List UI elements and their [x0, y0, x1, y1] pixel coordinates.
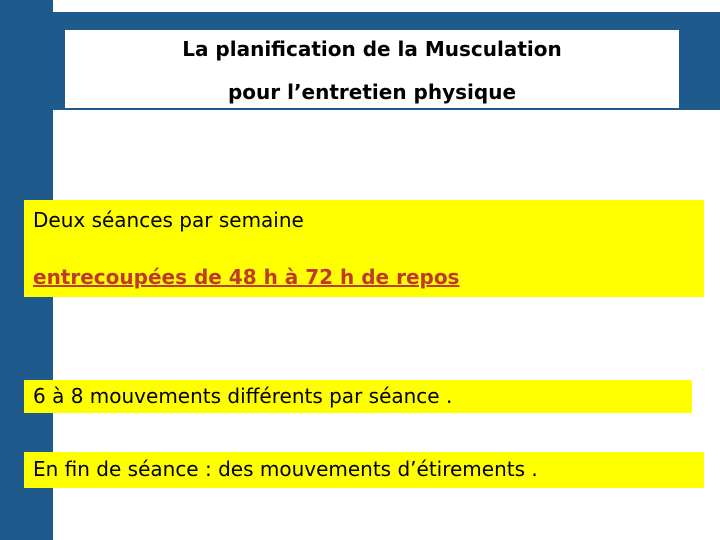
point-movements-per-session — [24, 380, 692, 413]
top-white-strip — [53, 0, 720, 12]
point-stretching — [24, 452, 704, 488]
point-1-line-2: entrecoupées de 48 h à 72 h de repos — [33, 265, 460, 289]
title-line-2: pour l’entretien physique — [227, 80, 517, 104]
point-2-line-1: 6 à 8 mouvements différents par séance . — [33, 384, 453, 408]
point-1-line-1: Deux séances par semaine — [33, 208, 304, 232]
slide-title — [65, 30, 679, 108]
point-sessions-per-week — [24, 200, 704, 297]
point-3-line-1: En fin de séance : des mouvements d’étirements . — [33, 457, 538, 481]
title-line-1: La planification de la Musculation — [182, 37, 562, 61]
